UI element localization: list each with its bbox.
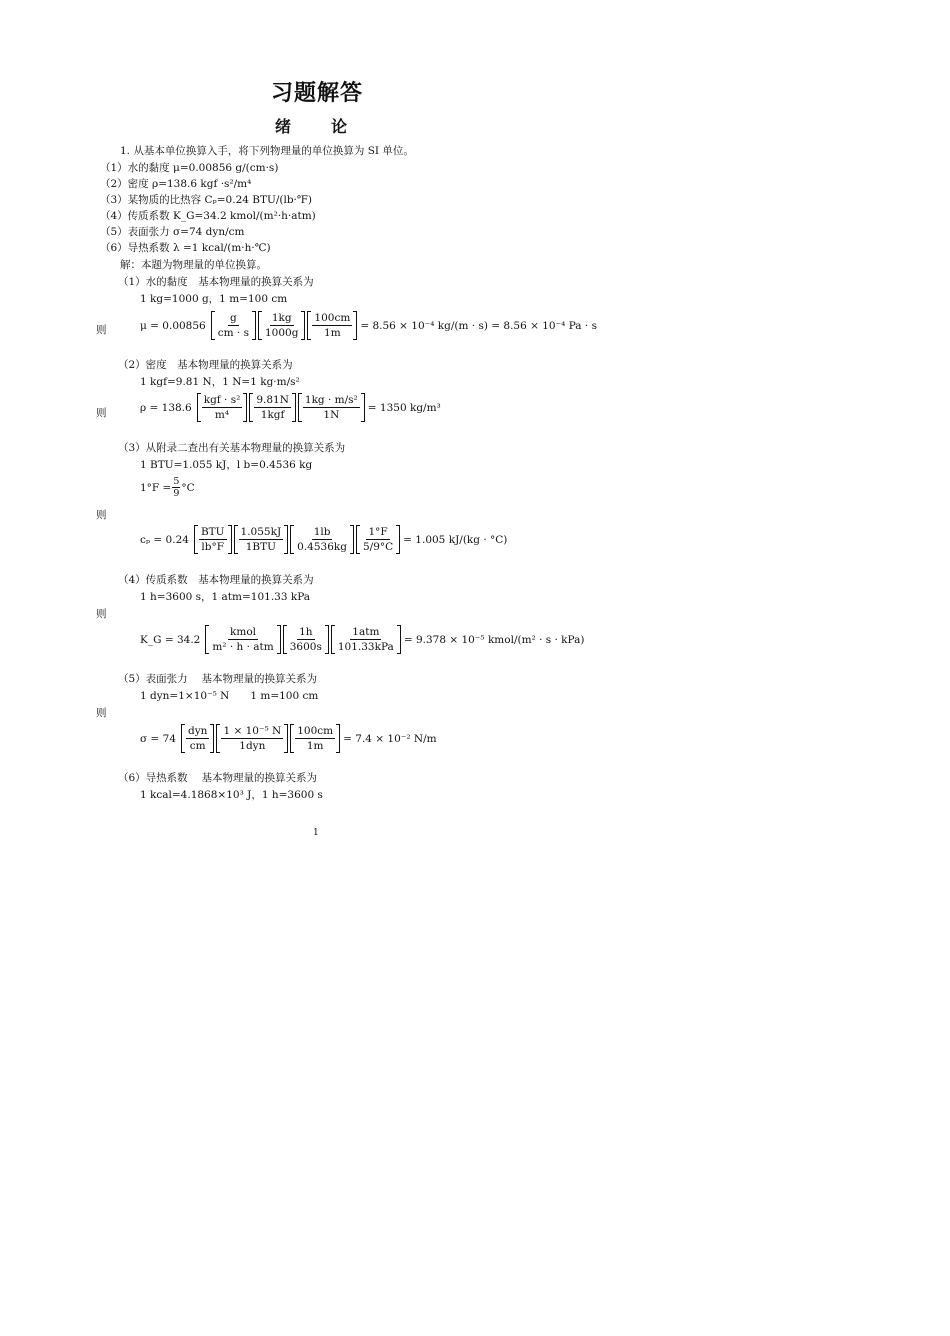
equation-5	[140, 724, 439, 753]
eq2-f2-num: 9.81N	[256, 394, 289, 406]
eq3-f4-num: 1°F	[368, 526, 388, 538]
equation-3	[140, 525, 509, 554]
problem-item-6: （6）导热系数 λ =1 kcal/(m·h·℃)	[100, 242, 271, 254]
ftoc-den: 9	[173, 488, 180, 499]
then-label: 则	[96, 509, 107, 521]
eq1-f3-den: 1m	[324, 327, 341, 339]
equation-4	[140, 625, 586, 654]
eq2-f1-den: m⁴	[214, 409, 230, 421]
section-2-relation: 1 kgf=9.81 N，1 N=1 kg·m/s²	[140, 376, 300, 388]
section-3-heading: （3）从附录二查出有关基本物理量的换算关系为	[118, 442, 346, 454]
eq5-f2-den: 1dyn	[239, 740, 266, 752]
eq4-f3-num: 1atm	[352, 626, 380, 638]
equation-4-lhs: K_G = 34.2	[140, 633, 201, 646]
fahrenheit-conversion	[140, 476, 195, 499]
section-6-relation: 1 kcal=4.1868×10³ J，1 h=3600 s	[140, 789, 323, 801]
eq4-f3-den: 101.33kPa	[337, 641, 394, 653]
chapter-heading: 绪 论	[274, 117, 359, 136]
eq2-f3-den: 1N	[323, 409, 340, 421]
eq2-f1-num: kgf · s²	[203, 394, 241, 406]
eq4-f1-den: m² · h · atm	[212, 641, 274, 653]
equation-2	[140, 393, 443, 422]
eq3-f1-num: BTU	[200, 526, 225, 538]
eq4-f2-num: 1h	[299, 626, 313, 638]
eq1-f2-num: 1kg	[271, 312, 292, 324]
eq3-f2-num: 1.055kJ	[240, 526, 282, 538]
equation-4-rhs: = 9.378 × 10⁻⁵ kmol/(m² · s · kPa)	[403, 633, 585, 646]
section-4-heading: （4）传质系数 基本物理量的换算关系为	[118, 574, 314, 586]
section-2-heading: （2）密度 基本物理量的换算关系为	[118, 359, 293, 371]
eq2-f3-num: 1kg · m/s²	[304, 394, 358, 406]
then-label: 则	[96, 324, 107, 336]
eq3-f1-den: lb°F	[201, 541, 225, 553]
eq1-f1-num: g	[229, 312, 237, 324]
ftoc-num: 5	[173, 476, 180, 487]
equation-5-lhs: σ = 74	[140, 732, 177, 745]
eq4-f2-den: 3600s	[289, 641, 322, 653]
eq3-f2-den: 1BTU	[245, 541, 276, 553]
page-title: 习题解答	[270, 80, 363, 106]
equation-3-rhs: = 1.005 kJ/(kg · °C)	[403, 533, 508, 546]
ftoc-rhs: °C	[181, 481, 195, 494]
section-6-heading: （6）导热系数 基本物理量的换算关系为	[118, 772, 318, 784]
equation-1	[140, 311, 599, 340]
eq5-f1-num: dyn	[188, 725, 208, 737]
section-4-relation: 1 h=3600 s，1 atm=101.33 kPa	[140, 591, 311, 603]
eq3-f3-den: 0.4536kg	[297, 541, 347, 553]
section-5-relation: 1 dyn=1×10⁻⁵ N 1 m=100 cm	[140, 690, 319, 702]
eq5-f3-num: 100cm	[297, 725, 334, 737]
eq5-f1-den: cm	[189, 740, 206, 752]
then-label: 则	[96, 707, 107, 719]
section-3-relation: 1 BTU=1.055 kJ，l b=0.4536 kg	[140, 459, 313, 471]
section-5-heading: （5）表面张力 基本物理量的换算关系为	[118, 673, 318, 685]
then-label: 则	[96, 608, 107, 620]
problem-item-4: （4）传质系数 K_G=34.2 kmol/(m²·h·atm)	[100, 210, 316, 222]
eq4-f1-num: kmol	[230, 626, 257, 638]
eq3-f3-num: 1lb	[313, 526, 331, 538]
then-label: 则	[96, 407, 107, 419]
problem-item-3: （3）某物质的比热容 Cₚ=0.24 BTU/(lb·℉)	[100, 194, 312, 206]
eq1-f1-den: cm · s	[217, 327, 249, 339]
section-1-heading: （1）水的黏度 基本物理量的换算关系为	[118, 276, 314, 288]
equation-3-lhs: cₚ = 0.24	[140, 533, 189, 546]
eq2-f2-den: 1kgf	[260, 409, 285, 421]
eq1-f3-num: 100cm	[314, 312, 351, 324]
eq1-f2-den: 1000g	[264, 327, 299, 339]
equation-5-rhs: = 7.4 × 10⁻² N/m	[343, 732, 437, 745]
equation-2-rhs: = 1350 kg/m³	[367, 401, 441, 414]
section-1-relation: 1 kg=1000 g，1 m=100 cm	[140, 293, 288, 305]
eq5-f2-num: 1 × 10⁻⁵ N	[223, 725, 282, 737]
equation-2-lhs: ρ = 138.6	[140, 401, 192, 414]
solution-intro: 解：本题为物理量的单位换算。	[120, 259, 267, 271]
equation-1-rhs: = 8.56 × 10⁻⁴ kg/(m · s) = 8.56 × 10⁻⁴ Pa · s	[360, 319, 597, 332]
problem-intro: 1. 从基本单位换算入手，将下列物理量的单位换算为 SI 单位。	[120, 145, 414, 157]
ftoc-lhs: 1°F =	[140, 481, 172, 494]
problem-item-5: （5）表面张力 σ=74 dyn/cm	[100, 226, 245, 238]
equation-1-lhs: μ = 0.00856	[140, 319, 206, 332]
page-number: 1	[313, 828, 319, 838]
problem-item-2: （2）密度 ρ=138.6 kgf ·s²/m⁴	[100, 178, 252, 190]
eq3-f4-den: 5/9°C	[362, 541, 394, 553]
problem-item-1: （1）水的黏度 μ=0.00856 g/(cm·s)	[100, 162, 279, 174]
eq5-f3-den: 1m	[306, 740, 324, 752]
